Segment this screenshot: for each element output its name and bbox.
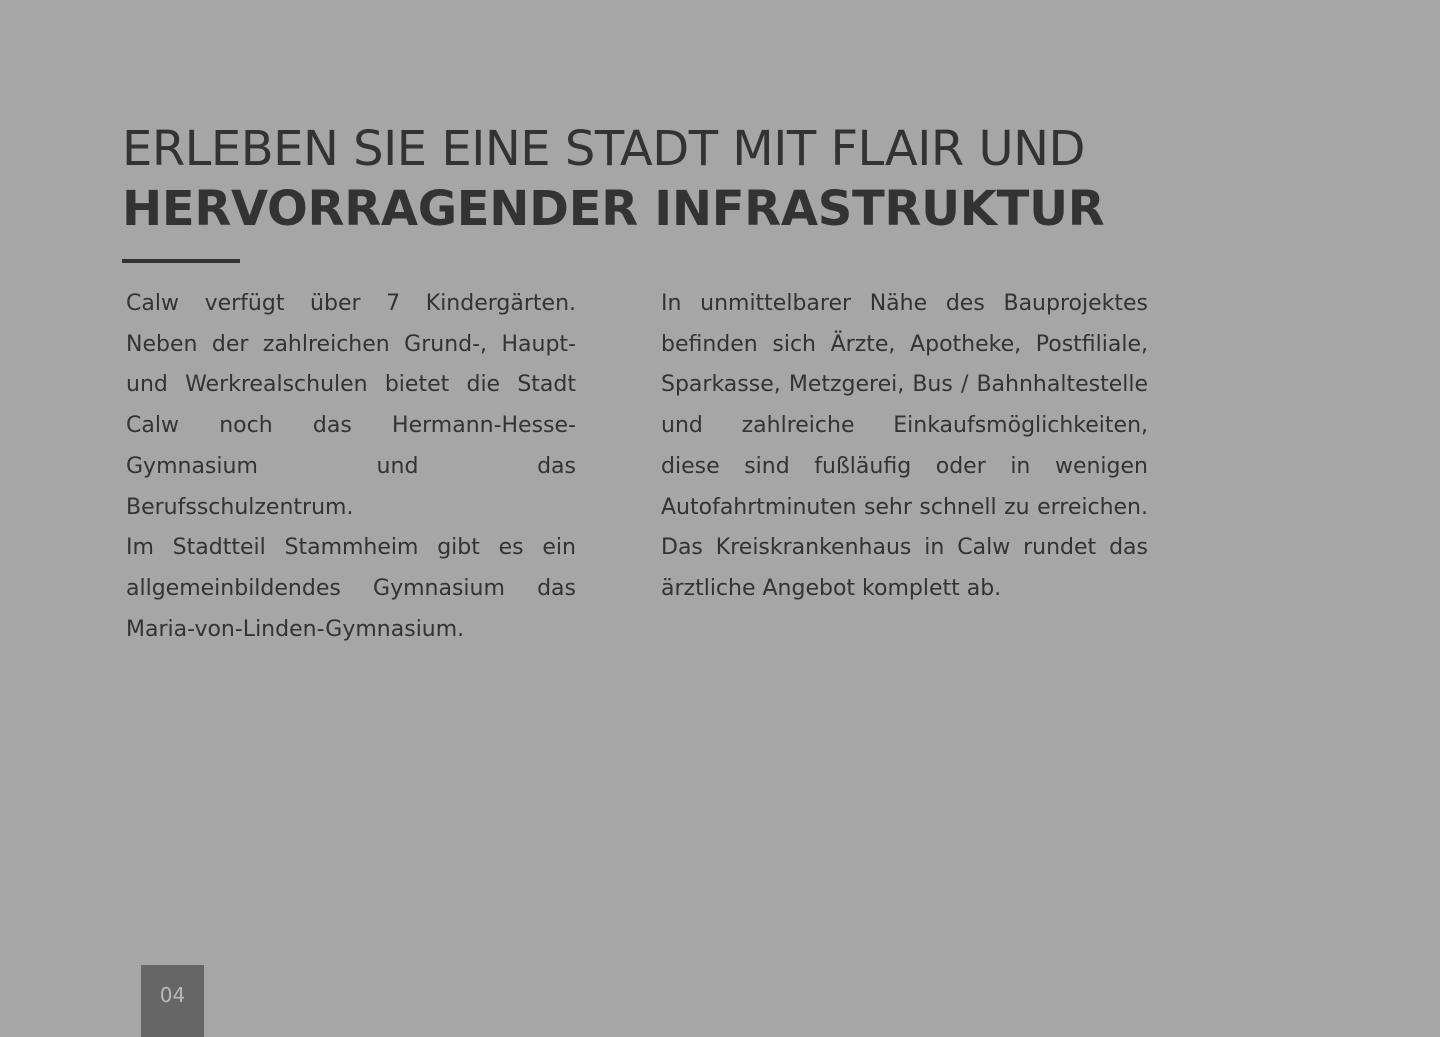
stammheim-paragraph: Im Stadtteil Stammheim gibt es ein allgemeinbildendes Gymnasium das Maria-von-Linden-Gymnasium. bbox=[126, 535, 576, 642]
page-number: 04 bbox=[159, 983, 186, 1007]
text-column-left bbox=[126, 284, 576, 650]
heading-line-regular: ERLEBEN SIE EINE STADT MIT FLAIR UND bbox=[122, 121, 1085, 177]
infrastructure-paragraph: In unmittelbarer Nähe des Bauprojektes befinden sich Ärzte, Apotheke, Postfiliale, Sparkasse, Metzgerei, Bus / Bahnhaltestelle und zahlreiche Einkaufsmöglichkeiten, diese sind fußläufig oder in wenigen Autofahrtminuten sehr schnell zu erreichen. Das Kreiskrankenhaus in Calw rundet das ärztliche Angebot komplett ab. bbox=[661, 291, 1148, 601]
schools-paragraph: Calw verfügt über 7 Kindergärten. Neben der zahlreichen Grund-, Haupt- und Werkrealschulen bietet die Stadt Calw noch das Hermann-Hesse-Gymnasium und das Berufsschulzentrum. bbox=[126, 291, 576, 520]
page-number-tab bbox=[141, 965, 204, 1037]
text-column-right bbox=[661, 284, 1148, 610]
page-heading bbox=[122, 118, 1222, 238]
heading-divider bbox=[122, 259, 240, 263]
heading-line-bold: HERVORRAGENDER INFRASTRUKTUR bbox=[122, 181, 1105, 237]
